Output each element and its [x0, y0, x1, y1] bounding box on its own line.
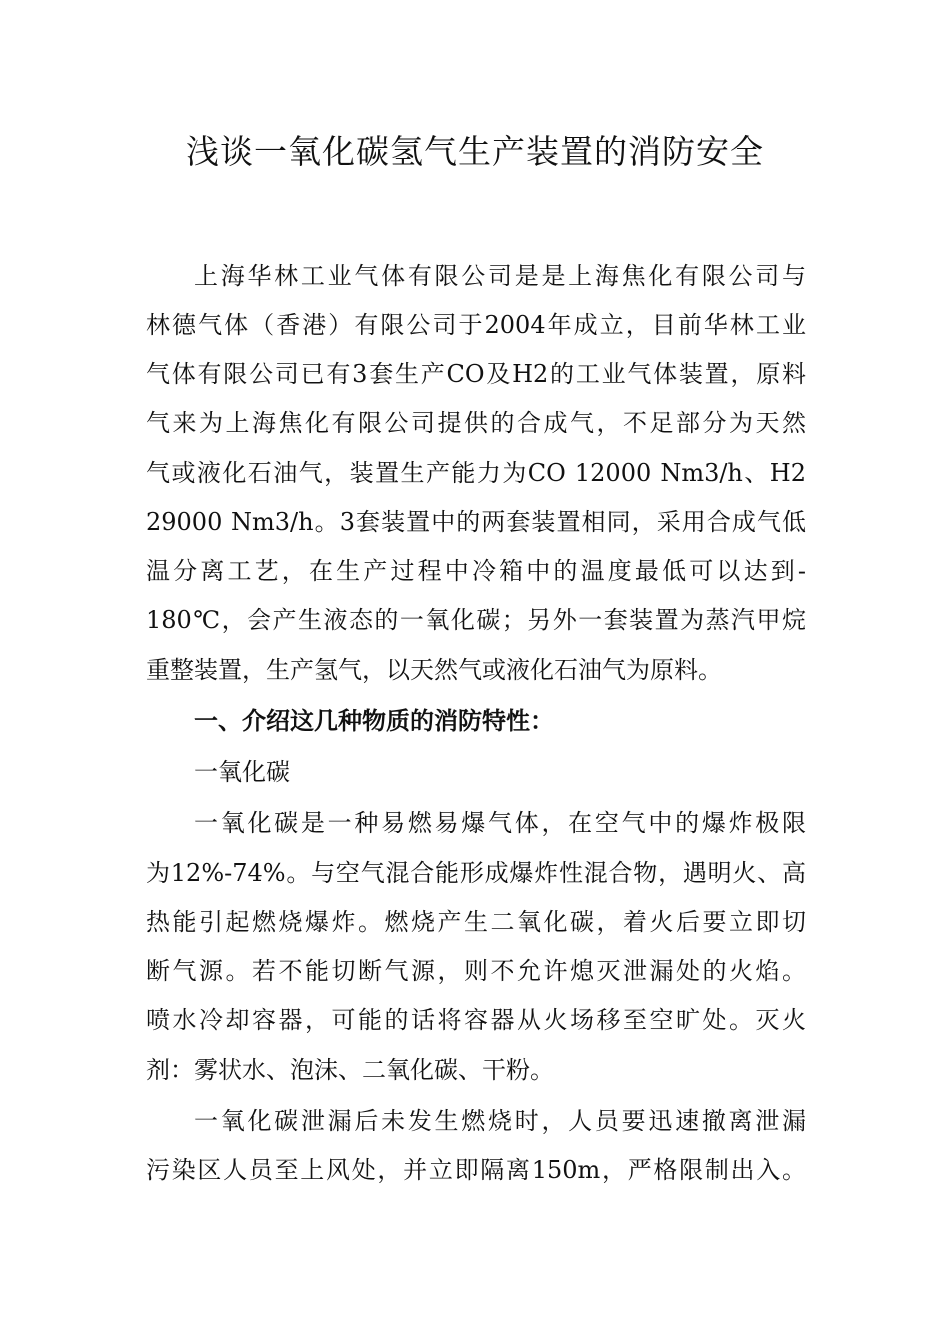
paragraph-2-line-1: 一氧化碳是一种易燃易爆气体，在空气中的爆炸极限	[194, 809, 806, 837]
paragraph-2-line-4: 断气源。若不能切断气源，则不允许熄灭泄漏处的火焰。	[146, 957, 806, 985]
paragraph-2-line-2: 为12%-74%。与空气混合能形成爆炸性混合物，遇明火、高	[146, 859, 806, 887]
paragraph-1-line-6: 29000 Nm3/h。3套装置中的两套装置相同，采用合成气低	[146, 508, 806, 536]
paragraph-1-line-4: 气来为上海焦化有限公司提供的合成气，不足部分为天然	[146, 409, 806, 437]
paragraph-1-line-3: 气体有限公司已有3套生产CO及H2的工业气体装置，原料	[146, 360, 806, 388]
paragraph-2-line-6: 剂：雾状水、泡沫、二氧化碳、干粉。	[146, 1056, 554, 1084]
document-title: 浅谈一氧化碳氢气生产装置的消防安全	[186, 132, 764, 171]
paragraph-1-line-5: 气或液化石油气，装置生产能力为CO 12000 Nm3/h、H2	[146, 459, 806, 487]
paragraph-2-line-5: 喷水冷却容器，可能的话将容器从火场移至空旷处。灭火	[146, 1006, 806, 1034]
paragraph-2-line-3: 热能引起燃烧爆炸。燃烧产生二氧化碳，着火后要立即切	[146, 908, 806, 936]
subheading-carbon-monoxide: 一氧化碳	[194, 758, 290, 786]
section-heading: 一、介绍这几种物质的消防特性：	[194, 707, 554, 735]
paragraph-1-line-9: 重整装置，生产氢气，以天然气或液化石油气为原料。	[146, 656, 722, 684]
paragraph-3-line-1: 一氧化碳泄漏后未发生燃烧时，人员要迅速撤离泄漏	[194, 1107, 806, 1135]
paragraph-1-line-1: 上海华林工业气体有限公司是是上海焦化有限公司与	[194, 262, 806, 290]
paragraph-1-line-2: 林德气体（香港）有限公司于2004年成立，目前华林工业	[146, 311, 806, 339]
paragraph-1-line-8: 180℃，会产生液态的一氧化碳；另外一套装置为蒸汽甲烷	[146, 606, 806, 634]
paragraph-1-line-7: 温分离工艺，在生产过程中冷箱中的温度最低可以达到-	[146, 557, 806, 585]
paragraph-3-line-2: 污染区人员至上风处，并立即隔离150m，严格限制出入。	[146, 1156, 806, 1184]
